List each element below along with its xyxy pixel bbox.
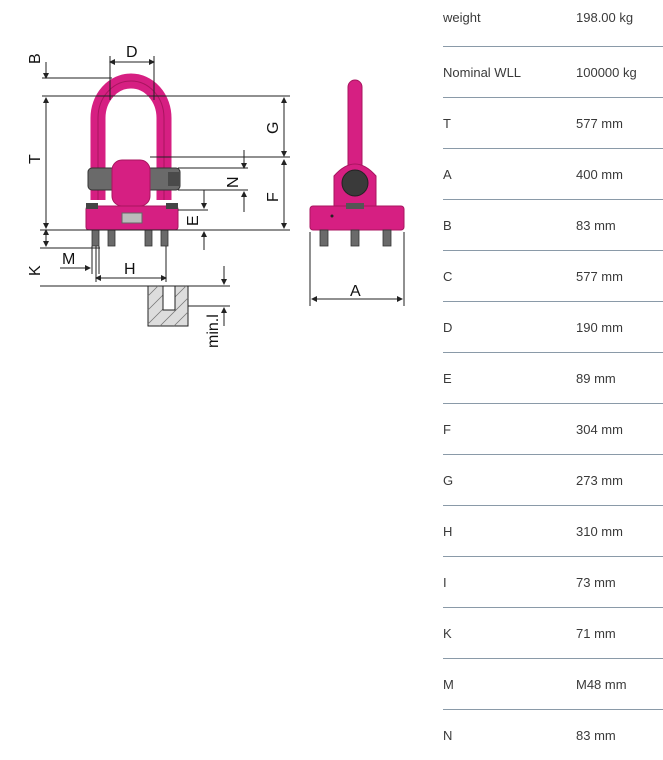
spec-row bbox=[443, 557, 663, 608]
spec-value: 83 mm bbox=[576, 200, 663, 251]
spec-row bbox=[443, 353, 663, 404]
spec-row bbox=[443, 302, 663, 353]
spec-label: B bbox=[443, 200, 576, 251]
label-n: N bbox=[225, 176, 242, 188]
side-view bbox=[86, 81, 180, 246]
spec-value: 190 mm bbox=[576, 302, 663, 353]
spec-row bbox=[443, 98, 663, 149]
spec-row bbox=[443, 200, 663, 251]
spec-value: 400 mm bbox=[576, 149, 663, 200]
spec-label: K bbox=[443, 608, 576, 659]
spec-value: 310 mm bbox=[576, 506, 663, 557]
spec-label: H bbox=[443, 506, 576, 557]
label-g: G bbox=[265, 122, 282, 134]
spec-label: F bbox=[443, 404, 576, 455]
spec-row bbox=[443, 47, 663, 98]
spec-row bbox=[443, 608, 663, 659]
label-b: B bbox=[27, 53, 44, 64]
spec-value: 304 mm bbox=[576, 404, 663, 455]
spec-value: 83 mm bbox=[576, 710, 663, 760]
spec-label: A bbox=[443, 149, 576, 200]
spec-value: M48 mm bbox=[576, 659, 663, 710]
label-m: M bbox=[62, 251, 75, 268]
spec-value: 71 mm bbox=[576, 608, 663, 659]
spec-row bbox=[443, 659, 663, 710]
spec-value: 577 mm bbox=[576, 251, 663, 302]
front-nut bbox=[342, 170, 368, 196]
tapped-hole-section bbox=[148, 286, 188, 326]
label-h: H bbox=[124, 261, 136, 278]
spec-value: 198.00 kg bbox=[576, 0, 663, 47]
label-k: K bbox=[27, 265, 44, 276]
label-e: E bbox=[185, 215, 202, 226]
spec-value: 73 mm bbox=[576, 557, 663, 608]
label-f: F bbox=[265, 192, 282, 202]
label-min-l: min.l bbox=[205, 314, 222, 348]
spec-table bbox=[443, 0, 663, 760]
spec-value: 273 mm bbox=[576, 455, 663, 506]
spec-label: T bbox=[443, 98, 576, 149]
front-base bbox=[310, 206, 404, 230]
spec-label: E bbox=[443, 353, 576, 404]
swivel-body bbox=[112, 160, 150, 206]
front-eye bbox=[348, 80, 362, 176]
spec-table-body bbox=[443, 0, 663, 760]
spec-label: C bbox=[443, 251, 576, 302]
spec-label: G bbox=[443, 455, 576, 506]
spec-label: I bbox=[443, 557, 576, 608]
spec-row bbox=[443, 0, 663, 47]
spec-label: D bbox=[443, 302, 576, 353]
dimension-drawing bbox=[0, 0, 420, 380]
label-a: A bbox=[350, 283, 361, 300]
label-t: T bbox=[27, 154, 44, 164]
spec-row bbox=[443, 455, 663, 506]
base-bolts bbox=[92, 230, 168, 246]
spec-row bbox=[443, 506, 663, 557]
spec-value: 89 mm bbox=[576, 353, 663, 404]
spec-value: 577 mm bbox=[576, 98, 663, 149]
spec-label: M bbox=[443, 659, 576, 710]
spec-label: Nominal WLL bbox=[443, 47, 576, 98]
spec-value: 100000 kg bbox=[576, 47, 663, 98]
spec-label: N bbox=[443, 710, 576, 760]
spec-row bbox=[443, 149, 663, 200]
front-view bbox=[310, 80, 404, 246]
spec-label: weight bbox=[443, 0, 576, 47]
label-d: D bbox=[126, 44, 138, 61]
spec-row bbox=[443, 251, 663, 302]
spec-row bbox=[443, 404, 663, 455]
spec-row bbox=[443, 710, 663, 760]
